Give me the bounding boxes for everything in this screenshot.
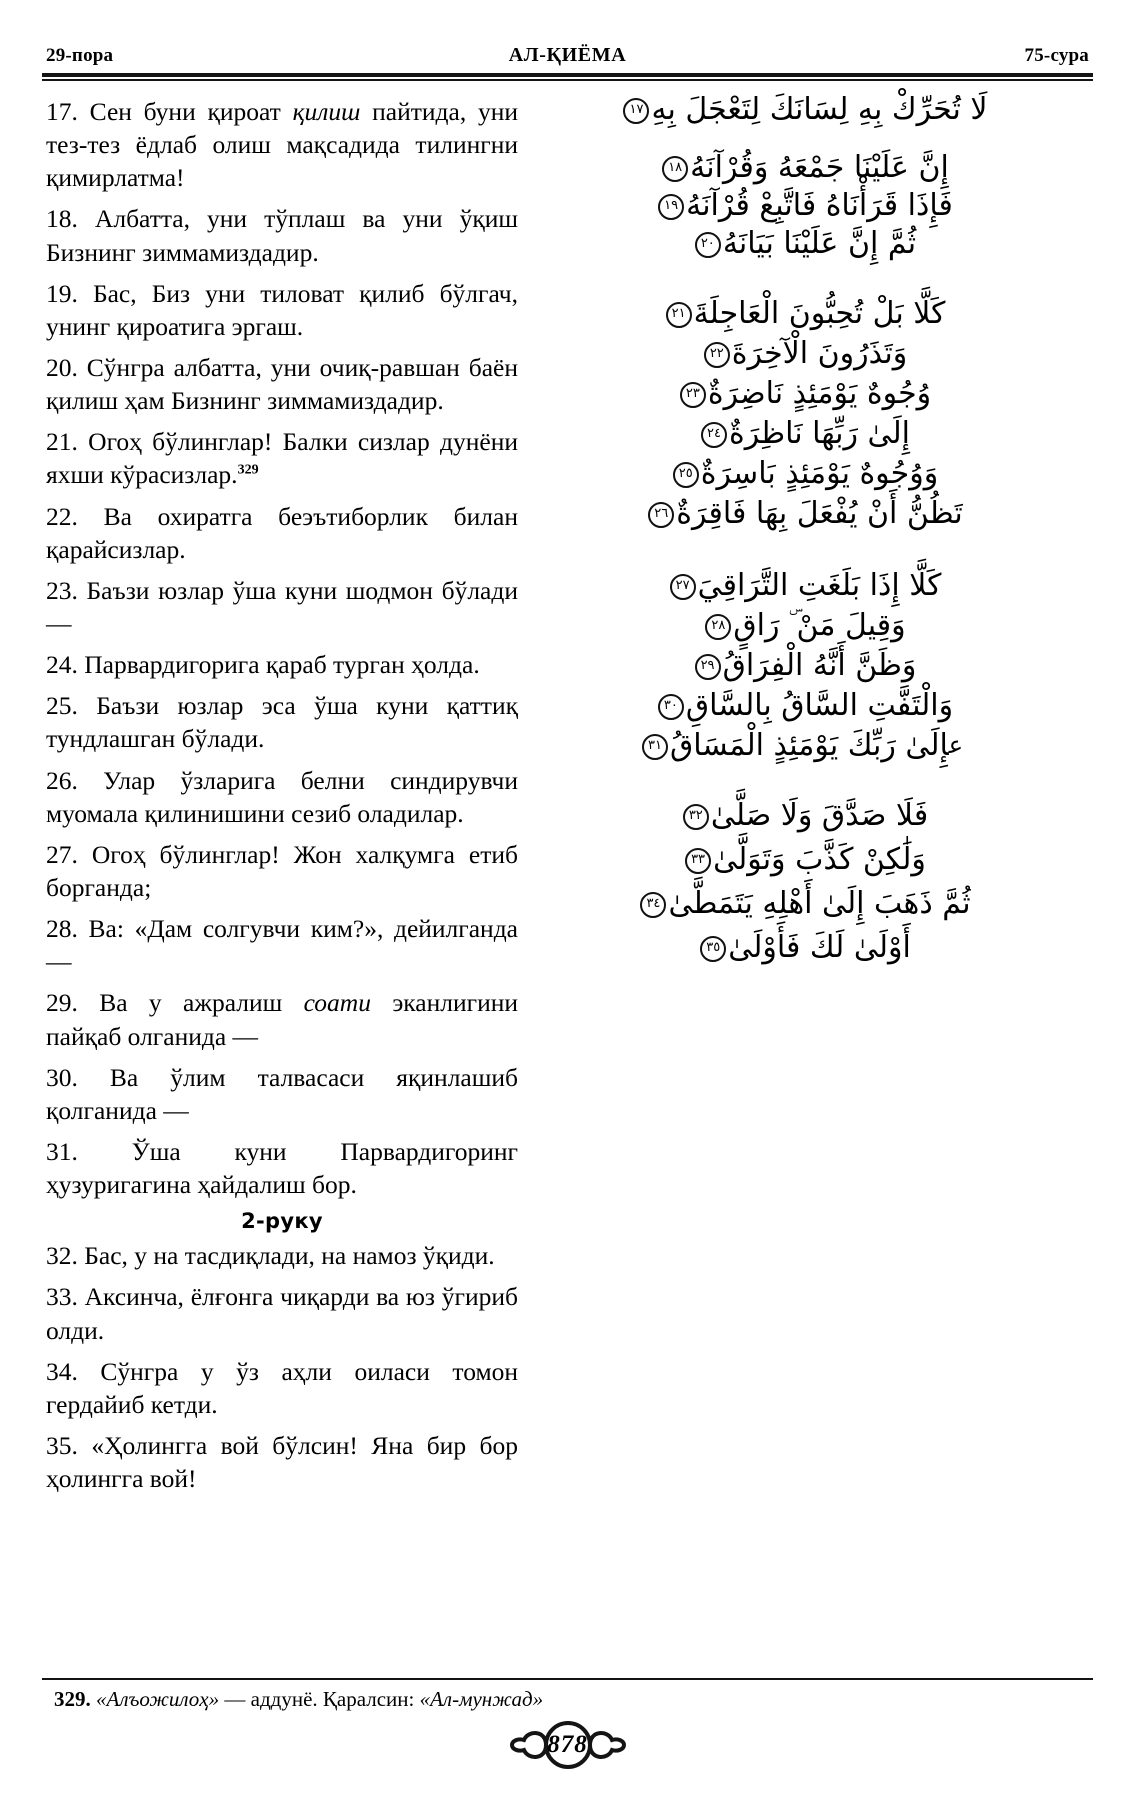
translation-verse [46, 1429, 518, 1495]
ayah-number-badge: ٣١ [642, 734, 668, 760]
ayah-number-badge: ٢٩ [695, 654, 721, 680]
verse-number: 17. [46, 97, 78, 126]
arabic-ayah-line [518, 568, 1091, 603]
verse-number: 35. [46, 1430, 78, 1460]
ayah-number-badge: ٢٧ [670, 574, 696, 600]
page-number-area [0, 1718, 1135, 1772]
arabic-text: وَتَذَرُونَ الْآخِرَةَ [731, 336, 908, 371]
verse-text: Ва ўлим талвасаси яқинлашиб қолганида — [46, 1062, 518, 1125]
footnote-area [40, 1678, 1095, 1712]
verse-number: 21. [46, 427, 78, 457]
footnote-marker[interactable]: 329 [237, 462, 259, 478]
arabic-ayah-line [518, 496, 1091, 531]
ayah-number-badge: ٢٥ [673, 462, 699, 488]
arabic-text: لَا تُحَرِّكْ بِهِ لِسَانَكَ لِتَعْجَلَ بِهِ [651, 92, 988, 127]
verse-number: 22. [46, 501, 78, 531]
arabic-text: كَلَّا إِذَا بَلَغَتِ التَّرَاقِيَ [697, 568, 942, 603]
arabic-text: وَوُجُوهٌ يَوْمَئِذٍ بَاسِرَةٌ [700, 456, 939, 491]
translation-verse [46, 689, 518, 755]
verse-text: Бас, Биз уни тиловат қилиб бўлгач, унинг қироатига эргаш. [46, 278, 518, 341]
arabic-line-gap [518, 761, 1091, 801]
arabic-ayah-line [518, 608, 1091, 643]
arabic-ayah-line [518, 648, 1091, 683]
footnote-term: «Алъожилоҳ» [90, 1686, 220, 1711]
verse-text: Сен буни қироат [77, 97, 293, 126]
footnote [40, 1686, 1095, 1712]
footnote-text: — аддунё. Қаралсин: [219, 1686, 420, 1711]
translation-verse [46, 912, 518, 978]
verse-text: Ва у ажралиш [77, 988, 304, 1018]
ayah-number-badge: ٢١ [666, 302, 692, 328]
arabic-ayah-line [518, 336, 1091, 371]
arabic-ayah-line [518, 798, 1091, 833]
verse-text: Ўша куни Парвардигоринг ҳузуригагина ҳайдалиш бор. [46, 1136, 518, 1200]
translation-verse [46, 95, 518, 194]
ayah-number-badge: ٢٢ [704, 342, 730, 368]
verse-text: Огоҳ бўлинглар! Балки сизлар дунёни яхши кўрасизлар. [46, 427, 518, 490]
verse-text: Баъзи юзлар эса ўша куни қаттиқ тундлашган бўлади. [46, 691, 518, 754]
translation-verse [46, 1061, 518, 1127]
ayah-number-badge: ٢٦ [648, 502, 674, 528]
arabic-line-gap [518, 529, 1091, 571]
header-juz: 29-пора [46, 45, 114, 66]
verse-text: Сўнгра у ўз аҳли оиласи томон гердайиб кетди. [46, 1356, 518, 1419]
translation-verse [46, 648, 518, 681]
ayah-number-badge: ٢٠ [695, 232, 721, 258]
translation-verse [46, 277, 518, 343]
verse-number: 33. [46, 1282, 78, 1312]
arabic-text: فَلَا صَدَّقَ وَلَا صَلَّىٰ [710, 798, 929, 833]
arabic-text: وُجُوهٌ يَوْمَئِذٍ نَاضِرَةٌ [707, 376, 932, 411]
arabic-text: كَلَّا بَلْ تُحِبُّونَ الْعَاجِلَةَ [693, 296, 946, 331]
arabic-text: إِنَّ عَلَيْنَا جَمْعَهُ وَقُرْآنَهُ [690, 150, 949, 185]
arabic-text: وَظَنَّ أَنَّهُ الْفِرَاقُ [722, 648, 917, 683]
arabic-ayah-line [518, 688, 1091, 723]
translation-verse [46, 764, 518, 830]
arabic-ayah-line [518, 150, 1091, 185]
translation-verse [46, 1280, 518, 1346]
verse-number: 19. [46, 278, 78, 308]
verse-number: 25. [46, 691, 78, 721]
translation-verse [46, 351, 518, 417]
arabic-ayah-line [518, 92, 1091, 127]
translation-verse [46, 425, 518, 491]
ayah-number-badge: ١٨ [662, 156, 688, 182]
arabic-ayah-line [518, 376, 1091, 411]
verse-text-cont: эканлигини пайқаб олганида — [46, 988, 519, 1051]
verse-emphasis: соати [303, 988, 371, 1018]
page-body [40, 92, 1095, 1503]
ayah-number-badge: ٣٠ [658, 694, 684, 720]
arabic-text: إِلَىٰ رَبِّكَ يَوْمَئِذٍ الْمَسَاقُ [669, 728, 949, 763]
ayah-number-badge: ٣٤ [640, 892, 666, 918]
verse-text: Аксинча, ёлғонга чиқарди ва юз ўгириб олди. [46, 1282, 518, 1345]
translation-verse [46, 574, 518, 640]
ayah-number-badge: ٣٢ [683, 804, 709, 830]
arabic-ayah-line [518, 456, 1091, 491]
verse-text: Парвардигорига қараб турган ҳолда. [77, 650, 480, 680]
arabic-ayah-line [518, 296, 1091, 331]
page-number: 878 [547, 1731, 588, 1758]
translation-verse [46, 838, 518, 904]
verse-number: 34. [46, 1356, 78, 1386]
arabic-column [518, 92, 1095, 965]
ayah-number-badge: ١٩ [658, 194, 684, 220]
ruku-heading: 2-руку [241, 1209, 323, 1234]
verse-number: 27. [46, 839, 78, 869]
verse-number: 26. [46, 765, 78, 795]
arabic-text: أَوْلَىٰ لَكَ فَأَوْلَىٰ [728, 930, 911, 965]
verse-text: Ва: «Дам солгувчи ким?», дейилганда — [46, 914, 518, 977]
footnote-divider [42, 1678, 1093, 1680]
verse-text: Ва охиратга беэътиборлик билан қарайсизлар. [46, 501, 518, 564]
header-surah-name: АЛ-ҚИЁМА [508, 44, 627, 66]
verse-number: 24. [46, 650, 78, 680]
ayah-number-badge: ٢٤ [701, 422, 727, 448]
arabic-text: وَالْتَفَّتِ السَّاقُ بِالسَّاقِ [685, 688, 954, 723]
arabic-line-gap [518, 259, 1091, 299]
verse-text: «Ҳолингга вой бўлсин! Яна бир бор ҳолингга вой! [46, 1430, 518, 1494]
verse-text-cont: пайтида, уни тез-тез ёдлаб олиш мақсадида тилингни қимирлатма! [46, 97, 518, 193]
arabic-ayah-line [518, 226, 1091, 261]
arabic-ayah-line [518, 842, 1091, 877]
verse-number: 31. [46, 1136, 78, 1166]
translation-verse [46, 202, 518, 268]
ruku-mark-icon: ع [948, 731, 964, 759]
ayah-number-badge: ١٧ [623, 98, 649, 124]
arabic-text: وَلَٰكِنْ كَذَّبَ وَتَوَلَّىٰ [713, 842, 926, 877]
translation-verse [46, 500, 518, 566]
arabic-ayah-line [518, 930, 1091, 965]
verse-text: Баъзи юзлар ўша куни шодмон бўлади — [46, 575, 518, 638]
footnote-source: «Ал-мунжад» [419, 1686, 544, 1711]
ayah-number-badge: ٣٣ [685, 848, 711, 874]
translation-verse [46, 1355, 518, 1421]
arabic-text: إِلَىٰ رَبِّهَا نَاظِرَةٌ [729, 416, 910, 451]
arabic-ayah-line [518, 728, 1091, 763]
verse-number: 32. [46, 1241, 78, 1271]
verse-number: 28. [46, 914, 78, 944]
ayah-number-badge: ٣٥ [700, 936, 726, 962]
verse-number: 18. [46, 204, 78, 234]
running-header [40, 44, 1095, 73]
ayah-number-badge: ٢٣ [680, 382, 706, 408]
verse-number: 29. [46, 988, 78, 1018]
verse-text: Албатта, уни тўплаш ва уни ўқиш Бизнинг зиммамиздадир. [46, 204, 518, 267]
translation-verse [46, 1239, 518, 1272]
arabic-text: ثُمَّ إِنَّ عَلَيْنَا بَيَانَهُ [722, 226, 917, 261]
verse-number: 30. [46, 1062, 78, 1092]
header-surah-number: 75-сура [1024, 45, 1089, 66]
ayah-number-badge: ٢٨ [705, 614, 731, 640]
arabic-text: فَإِذَا قَرَأْنَاهُ فَاتَّبِعْ قُرْآنَهُ [686, 188, 953, 223]
verse-text: Бас, у на тасдиқлади, на намоз ўқиди. [77, 1241, 495, 1271]
page-number-ornament [488, 1718, 648, 1772]
translation-verse [46, 1135, 518, 1201]
translation-verse [46, 986, 518, 1052]
verse-number: 20. [46, 352, 78, 382]
verse-text: Сўнгра албатта, уни очиқ-равшан баён қилиш ҳам Бизнинг зиммамиздадир. [46, 352, 518, 416]
translation-column [40, 95, 518, 1503]
arabic-ayah-line [518, 188, 1091, 223]
verse-text: Огоҳ бўлинглар! Жон халқумга етиб борганда; [46, 839, 518, 902]
arabic-text: تَظُنُّ أَنْ يُفْعَلَ بِهَا فَاقِرَةٌ [676, 496, 963, 531]
verse-text: Улар ўзларига белни синдирувчи муомала қилинишини сезиб оладилар. [46, 765, 518, 828]
footnote-number: 329. [54, 1686, 91, 1711]
verse-number: 23. [46, 575, 78, 605]
arabic-ayah-line [518, 416, 1091, 451]
arabic-text: ثُمَّ ذَهَبَ إِلَىٰ أَهْلِهِ يَتَمَطَّىٰ [668, 886, 971, 921]
arabic-text: وَقِيلَ مَنْ ۜ رَاقٍ [733, 608, 906, 643]
arabic-ayah-line [518, 886, 1091, 921]
verse-emphasis: қилиш [292, 97, 361, 126]
arabic-line-gap [518, 125, 1091, 153]
header-divider [42, 73, 1093, 81]
